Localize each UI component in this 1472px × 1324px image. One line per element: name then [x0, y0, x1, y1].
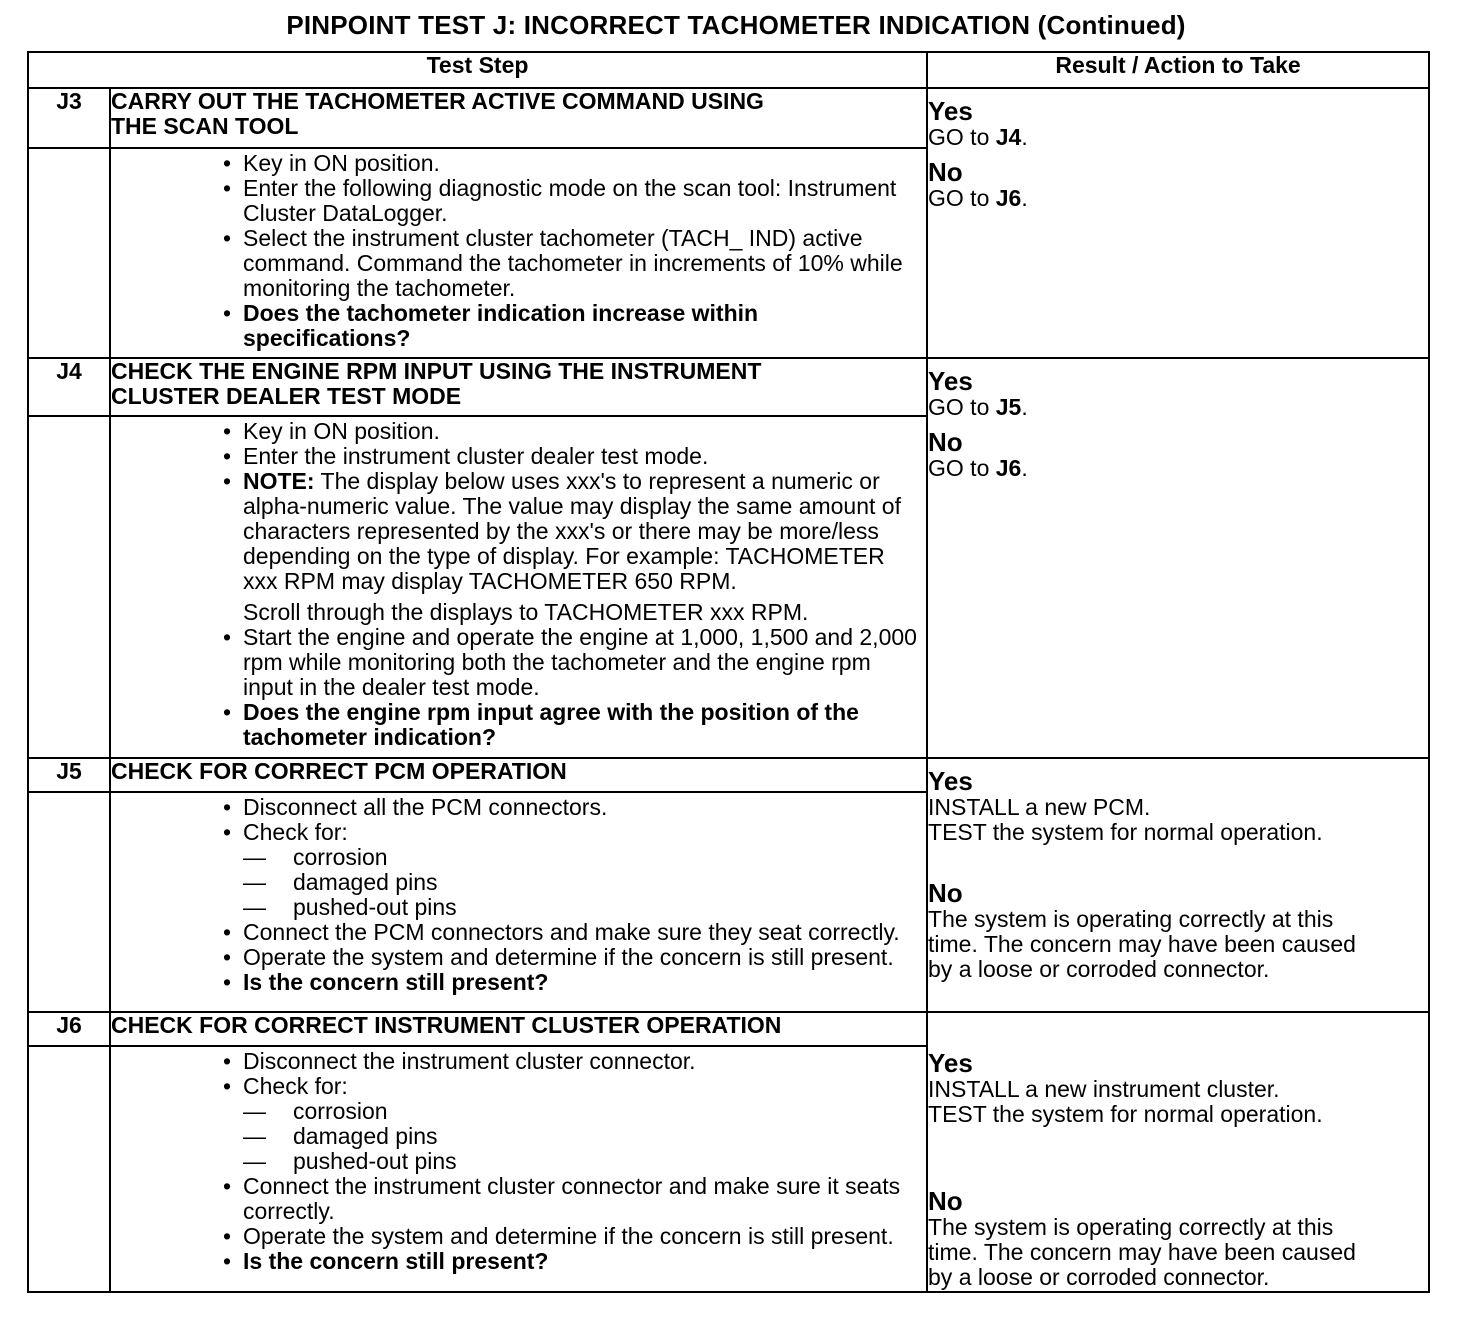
instruction-note: [131, 469, 918, 594]
yes-label: Yes: [928, 1048, 973, 1078]
step-title-line: CLUSTER DEALER TEST MODE: [111, 383, 462, 409]
yes-action-line: TEST the system for normal operation.: [928, 819, 1323, 845]
instruction-item: • Connect the instrument cluster connector and make sure it seats correctly.: [131, 1174, 918, 1224]
yes-label: Yes: [928, 366, 973, 396]
instruction-item: • Key in ON position.: [131, 419, 918, 444]
instruction-question: [131, 970, 918, 995]
step-title-line: CHECK THE ENGINE RPM INPUT USING THE INSTRUMENT: [111, 358, 762, 384]
step-j3-result: [927, 88, 1429, 358]
instruction-question: [131, 700, 918, 750]
no-action-line: by a loose or corroded connector.: [928, 956, 1270, 982]
step-instructions: [110, 792, 927, 1012]
no-action-line: The system is operating correctly at this: [928, 906, 1334, 932]
step-j4-title-row: [28, 358, 1429, 416]
step-title: [110, 358, 927, 416]
result-header: Result / Action to Take: [927, 52, 1429, 88]
pinpoint-test-table: [27, 51, 1430, 1293]
table-header-row: [28, 52, 1429, 88]
step-instructions: [110, 148, 927, 358]
no-label: No: [928, 1186, 963, 1216]
no-action-text: GO to: [928, 185, 996, 211]
check-subitem: — pushed-out pins: [131, 895, 918, 920]
page-title: PINPOINT TEST J: INCORRECT TACHOMETER INDICATION (Continued): [286, 10, 1186, 40]
no-action-line: time. The concern may have been caused: [928, 1239, 1356, 1265]
no-action-text: GO to: [928, 455, 996, 481]
no-action-line: time. The concern may have been caused: [928, 931, 1356, 957]
instruction-item: • Operate the system and determine if the concern is still present.: [131, 1224, 918, 1249]
step-title: [110, 1012, 927, 1046]
instruction-item: • Check for:: [131, 820, 918, 845]
test-step-header: Test Step: [28, 52, 927, 88]
instruction-item: • Disconnect all the PCM connectors.: [131, 795, 918, 820]
instruction-item: • Select the instrument cluster tachometer (TACH_ IND) active command. Command the tachometer in increments of 10% while monitoring the tachometer.: [131, 226, 918, 301]
no-action: GO to J6.: [928, 185, 1028, 211]
yes-action: GO to J5.: [928, 394, 1028, 420]
step-j6-result: [927, 1012, 1429, 1292]
yes-step-ref: J5: [995, 394, 1022, 420]
instruction-item: • Check for:: [131, 1074, 918, 1099]
step-j5-result: [927, 758, 1429, 1012]
instruction-question: [131, 1249, 918, 1274]
step-title: [110, 88, 927, 148]
instruction-item: • Enter the instrument cluster dealer test mode.: [131, 444, 918, 469]
yes-action-text: GO to: [928, 394, 996, 420]
step-title: [110, 758, 927, 792]
no-action-line: by a loose or corroded connector.: [928, 1264, 1270, 1290]
instruction-item: • Enter the following diagnostic mode on the scan tool: Instrument Cluster DataLogger.: [131, 176, 918, 226]
step-title-line: CHECK FOR CORRECT PCM OPERATION: [111, 758, 567, 784]
check-subitem: — corrosion: [131, 1099, 918, 1124]
instruction-question: [131, 301, 918, 351]
step-j3-title-row: [28, 88, 1429, 148]
no-label: No: [928, 427, 963, 457]
question-text: Is the concern still present?: [243, 969, 549, 995]
note-text: The display below uses xxx's to represent a numeric or alpha-numeric value. The value may display the same amount of characters represented by the xxx's or there may be more/less depending on the type of display. For example: TACHOMETER xxx RPM may display TACHOMETER 650 RPM.: [243, 468, 901, 594]
instruction-item: • Connect the PCM connectors and make sure they seat correctly.: [131, 920, 918, 945]
no-label: No: [928, 878, 963, 908]
step-id-spacer: [28, 416, 110, 758]
step-title-line: THE SCAN TOOL: [111, 113, 299, 139]
step-id-spacer: [28, 792, 110, 1012]
no-action: GO to J6.: [928, 455, 1028, 481]
step-instructions: [110, 1046, 927, 1292]
yes-action-line: INSTALL a new instrument cluster.: [928, 1076, 1280, 1102]
step-id-spacer: [28, 1046, 110, 1292]
step-title-line: CARRY OUT THE TACHOMETER ACTIVE COMMAND USING: [111, 88, 764, 114]
check-subitem: — damaged pins: [131, 870, 918, 895]
yes-label: Yes: [928, 766, 973, 796]
no-step-ref: J6: [995, 455, 1022, 481]
question-text: Is the concern still present?: [243, 1248, 549, 1274]
step-instructions: [110, 416, 927, 758]
step-j5-title-row: [28, 758, 1429, 792]
check-subitem: — corrosion: [131, 845, 918, 870]
question-text: Does the engine rpm input agree with the position of the tachometer indication?: [243, 699, 859, 750]
yes-action-text: GO to: [928, 124, 996, 150]
no-step-ref: J6: [995, 185, 1022, 211]
instruction-item: • Operate the system and determine if the concern is still present.: [131, 945, 918, 970]
step-j6-title-row: [28, 1012, 1429, 1046]
yes-action-line: TEST the system for normal operation.: [928, 1101, 1323, 1127]
step-id: J5: [28, 758, 110, 792]
step-title-line: CHECK FOR CORRECT INSTRUMENT CLUSTER OPERATION: [111, 1012, 782, 1038]
step-j4-result: [927, 358, 1429, 758]
yes-action-line: INSTALL a new PCM.: [928, 794, 1151, 820]
instruction-item: • Key in ON position.: [131, 151, 918, 176]
yes-action: GO to J4.: [928, 124, 1028, 150]
no-label: No: [928, 157, 963, 187]
note-label: NOTE:: [243, 468, 315, 494]
check-subitem: — pushed-out pins: [131, 1149, 918, 1174]
step-id-spacer: [28, 148, 110, 358]
step-id: J4: [28, 358, 110, 416]
step-id: J6: [28, 1012, 110, 1046]
step-id: J3: [28, 88, 110, 148]
yes-label: Yes: [928, 96, 973, 126]
instruction-item: • Disconnect the instrument cluster connector.: [131, 1049, 918, 1074]
no-action-line: The system is operating correctly at this: [928, 1214, 1334, 1240]
question-text: Does the tachometer indication increase within specifications?: [243, 300, 759, 351]
check-subitem: — damaged pins: [131, 1124, 918, 1149]
instruction-continuation: Scroll through the displays to TACHOMETER xxx RPM.: [243, 599, 809, 625]
instruction-item: • Start the engine and operate the engine at 1,000, 1,500 and 2,000 rpm while monitoring both the tachometer and the engine rpm input in the dealer test mode.: [131, 625, 918, 700]
yes-step-ref: J4: [995, 124, 1022, 150]
